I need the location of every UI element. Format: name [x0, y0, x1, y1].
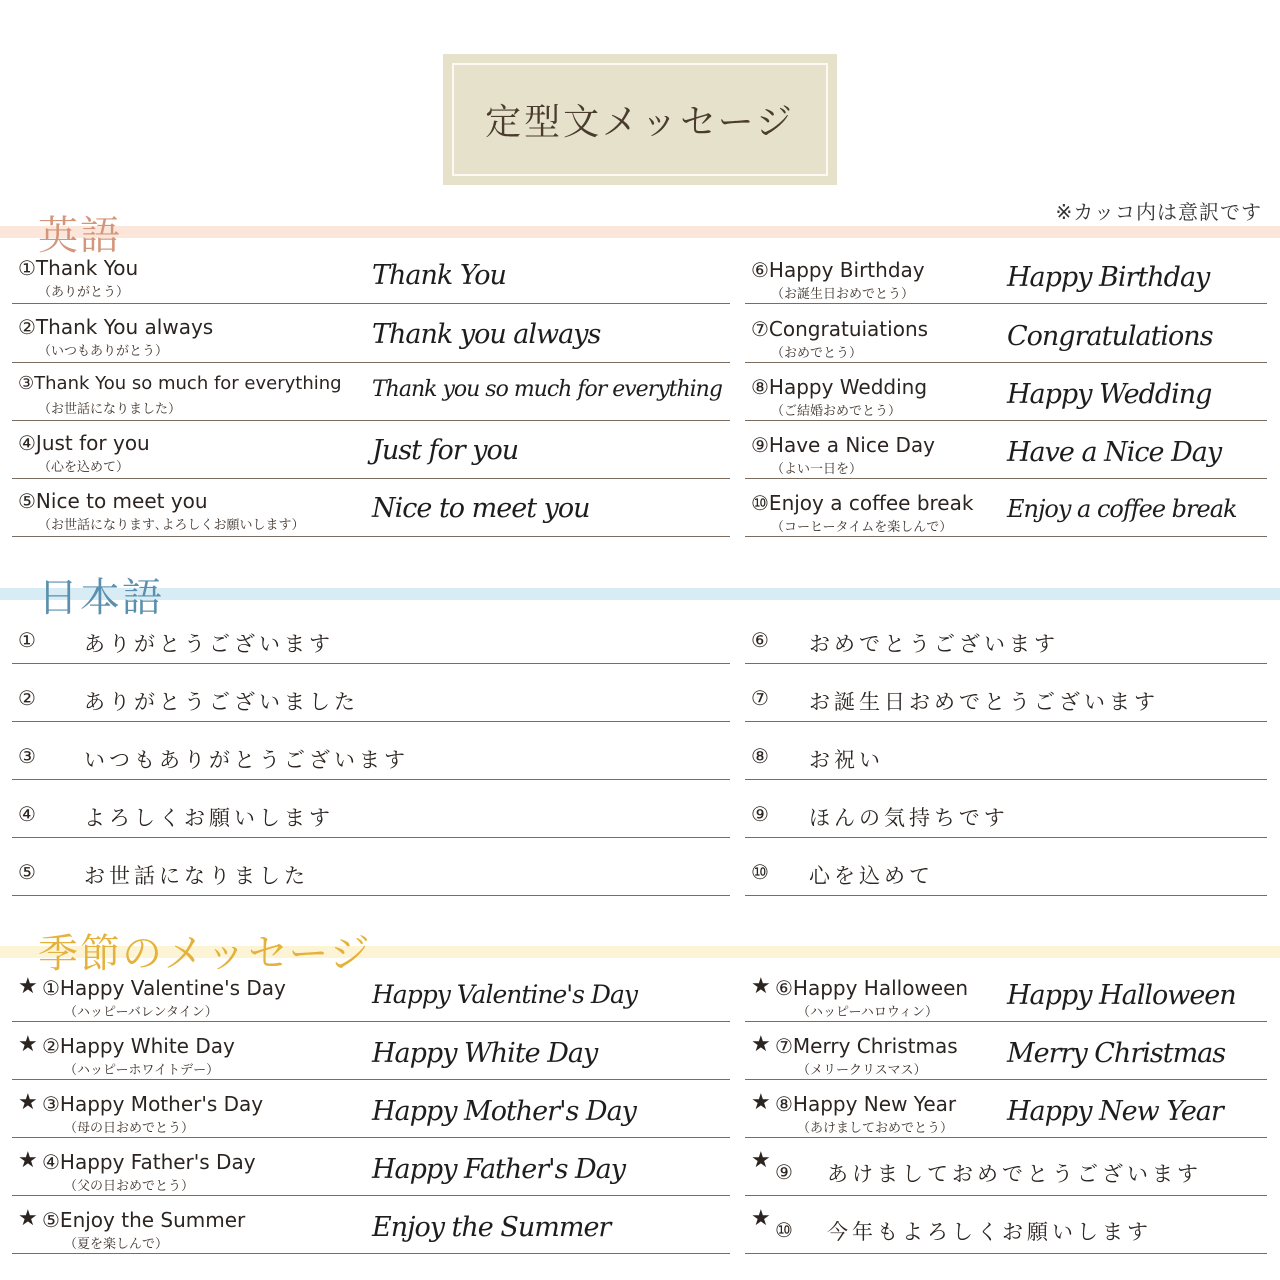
- script-message: Happy Halloween: [1007, 980, 1236, 1011]
- japanese-message: お世話になりました: [84, 864, 309, 888]
- script-message: Congratulations: [1007, 321, 1213, 352]
- seasonal-row: [745, 1206, 1267, 1254]
- english-row: [745, 256, 1267, 304]
- script-message: Happy Father's Day: [372, 1154, 626, 1185]
- japanese-translation: （心を込めて）: [38, 460, 130, 475]
- script-message: Have a Nice Day: [1007, 437, 1222, 468]
- japanese-translation: （ハッピーホワイトデー）: [64, 1063, 220, 1078]
- star-icon: ★: [751, 1032, 771, 1057]
- english-row: [745, 315, 1267, 363]
- english-label: ③Happy Mother's Day: [42, 1092, 264, 1116]
- star-icon: ★: [751, 1148, 771, 1173]
- script-message: Enjoy the Summer: [372, 1212, 611, 1243]
- english-row: [745, 373, 1267, 421]
- english-row: [745, 431, 1267, 479]
- page-title: 定型文メッセージ: [452, 63, 828, 176]
- title-box: [443, 54, 837, 185]
- japanese-translation: （ありがとう）: [38, 285, 130, 300]
- item-number: ③: [18, 744, 36, 768]
- japanese-translation: （ハッピーハロウィン）: [797, 1005, 939, 1020]
- english-label: ⑨Have a Nice Day: [751, 433, 936, 457]
- japanese-row: [12, 736, 730, 780]
- english-row: [12, 487, 730, 537]
- seasonal-row: [12, 1206, 730, 1254]
- japanese-translation: （おめでとう）: [771, 346, 863, 361]
- seasonal-row: [12, 1148, 730, 1196]
- english-label: ③Thank You so much for everything: [18, 373, 342, 394]
- japanese-row: [12, 794, 730, 838]
- script-message: Thank you so much for everything: [372, 377, 722, 402]
- star-icon: ★: [751, 1206, 771, 1231]
- japanese-translation: （お世話になります､よろしくお願いします）: [38, 518, 305, 533]
- script-message: Thank you always: [372, 319, 601, 350]
- item-number: ⑩: [775, 1218, 793, 1242]
- english-section-title: 英語: [38, 213, 122, 259]
- english-row: [12, 254, 730, 304]
- japanese-translation: （父の日おめでとう）: [64, 1179, 195, 1194]
- seasonal-row: [12, 1090, 730, 1138]
- script-message: Enjoy a coffee break: [1007, 495, 1237, 523]
- english-label: ②Happy White Day: [42, 1034, 235, 1058]
- japanese-row: [745, 620, 1267, 664]
- item-number: ⑨: [775, 1160, 793, 1184]
- star-icon: ★: [18, 1032, 38, 1057]
- item-number: ⑧: [751, 744, 769, 768]
- english-row: [12, 313, 730, 363]
- japanese-row: [12, 620, 730, 664]
- script-message: Happy New Year: [1007, 1096, 1223, 1127]
- english-label: ⑧Happy Wedding: [751, 375, 928, 399]
- item-number: ④: [18, 802, 36, 826]
- item-number: ⑤: [18, 860, 36, 884]
- japanese-message: あけましておめでとうございます: [827, 1162, 1202, 1186]
- japanese-section-title: 日本語: [38, 575, 164, 621]
- item-number: ②: [18, 686, 36, 710]
- seasonal-row: [12, 1032, 730, 1080]
- japanese-message: ありがとうございました: [84, 690, 359, 714]
- star-icon: ★: [18, 1148, 38, 1173]
- script-message: Happy White Day: [372, 1038, 598, 1069]
- seasonal-row: [745, 1148, 1267, 1196]
- script-message: Happy Wedding: [1007, 379, 1212, 410]
- seasonal-section-title: 季節のメッセージ: [38, 931, 372, 977]
- english-label: ②Thank You always: [18, 315, 214, 339]
- script-message: Nice to meet you: [372, 493, 590, 524]
- script-message: Merry Christmas: [1007, 1038, 1226, 1069]
- japanese-message: 今年もよろしくお願いします: [827, 1220, 1152, 1244]
- japanese-translation: （よい一日を）: [771, 462, 863, 477]
- script-message: Happy Mother's Day: [372, 1096, 636, 1127]
- japanese-translation: （ご結婚おめでとう）: [771, 404, 902, 419]
- english-label: ①Happy Valentine's Day: [42, 976, 286, 1000]
- english-section-band: [0, 226, 1280, 238]
- english-row: [12, 429, 730, 479]
- japanese-row: [12, 852, 730, 896]
- script-message: Just for you: [372, 435, 519, 466]
- japanese-message: いつもありがとうございます: [84, 748, 409, 772]
- japanese-translation: （母の日おめでとう）: [64, 1121, 195, 1136]
- seasonal-row: [745, 1090, 1267, 1138]
- japanese-message: お誕生日おめでとうございます: [809, 690, 1159, 714]
- english-label: ⑥Happy Halloween: [775, 976, 969, 1000]
- english-label: ⑧Happy New Year: [775, 1092, 957, 1116]
- star-icon: ★: [18, 974, 38, 999]
- japanese-translation: （ハッピーバレンタイン）: [64, 1005, 218, 1020]
- script-message: Happy Birthday: [1007, 262, 1210, 293]
- japanese-row: [745, 794, 1267, 838]
- item-number: ⑨: [751, 802, 769, 826]
- translation-note: ※カッコ内は意訳です: [1055, 200, 1262, 224]
- english-row: [12, 371, 730, 421]
- star-icon: ★: [751, 974, 771, 999]
- english-label: ⑤Enjoy the Summer: [42, 1208, 246, 1232]
- item-number: ⑥: [751, 628, 769, 652]
- item-number: ①: [18, 628, 36, 652]
- english-label: ⑦Merry Christmas: [775, 1034, 958, 1058]
- item-number: ⑦: [751, 686, 769, 710]
- japanese-translation: （メリークリスマス）: [797, 1063, 927, 1078]
- seasonal-row: [745, 1032, 1267, 1080]
- star-icon: ★: [18, 1206, 38, 1231]
- english-label: ①Thank You: [18, 256, 139, 280]
- english-label: ⑦Congratuiations: [751, 317, 929, 341]
- japanese-translation: （夏を楽しんで）: [64, 1237, 169, 1252]
- star-icon: ★: [751, 1090, 771, 1115]
- english-label: ⑤Nice to meet you: [18, 489, 208, 513]
- japanese-translation: （あけましておめでとう）: [797, 1121, 954, 1136]
- japanese-row: [745, 678, 1267, 722]
- seasonal-row: [12, 974, 730, 1022]
- star-icon: ★: [18, 1090, 38, 1115]
- seasonal-row: [745, 974, 1267, 1022]
- japanese-translation: （コーヒータイムを楽しんで）: [771, 520, 953, 535]
- japanese-message: ほんの気持ちです: [809, 806, 1009, 830]
- script-message: Thank You: [372, 260, 506, 291]
- script-message: Happy Valentine's Day: [372, 980, 637, 1009]
- japanese-message: ありがとうございます: [84, 632, 334, 656]
- japanese-message: おめでとうございます: [809, 632, 1059, 656]
- japanese-row: [745, 736, 1267, 780]
- japanese-row: [12, 678, 730, 722]
- english-label: ④Happy Father's Day: [42, 1150, 256, 1174]
- japanese-message: お祝い: [809, 748, 884, 772]
- japanese-message: 心を込めて: [809, 864, 934, 888]
- english-label: ④Just for you: [18, 431, 150, 455]
- english-label: ⑥Happy Birthday: [751, 258, 925, 282]
- english-label: ⑩Enjoy a coffee break: [751, 491, 974, 515]
- item-number: ⑩: [751, 860, 769, 884]
- japanese-row: [745, 852, 1267, 896]
- japanese-translation: （お世話になりました）: [38, 402, 182, 417]
- english-row: [745, 489, 1267, 537]
- japanese-translation: （いつもありがとう）: [38, 344, 169, 359]
- japanese-section-band: [0, 588, 1280, 600]
- japanese-translation: （お誕生日おめでとう）: [771, 287, 915, 302]
- japanese-message: よろしくお願いします: [84, 806, 334, 830]
